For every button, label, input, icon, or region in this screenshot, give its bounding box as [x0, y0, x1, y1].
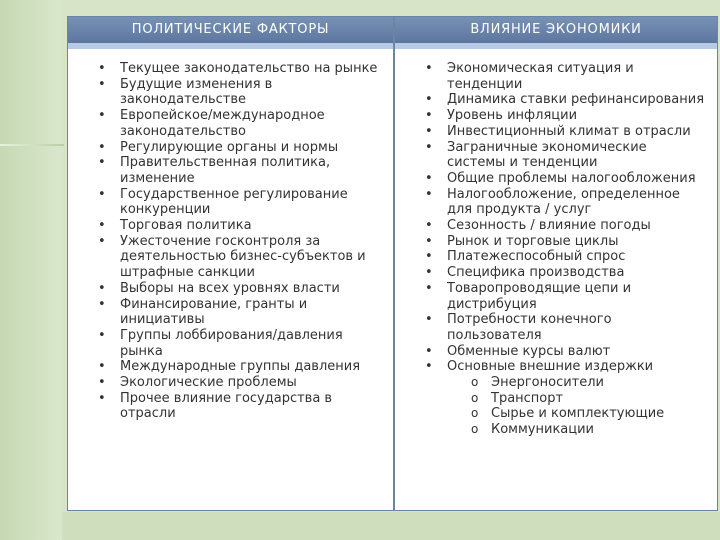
list-item: • Рынок и торговые циклы: [425, 234, 709, 250]
political-factors-column: [68, 17, 395, 510]
factors-table: [67, 16, 718, 511]
list-item: • Динамика ставки рефинансирования: [425, 92, 709, 108]
list-item: • Сезонность / влияние погоды: [425, 218, 709, 234]
external-costs-sublist: [447, 375, 709, 438]
list-item: • Инвестиционный климат в отрасли: [425, 124, 709, 140]
list-item: • Экономическая ситуация и тенденции: [425, 61, 709, 92]
list-item-label: Основные внешние издержки: [447, 359, 654, 375]
list-item: • Правительственная политика, изменение: [98, 155, 385, 186]
list-item: • Прочее влияние государства в отрасли: [98, 391, 385, 422]
list-item: • Торговая политика: [98, 218, 385, 234]
list-item: • Группы лоббирования/давления рынка: [98, 328, 385, 359]
economy-influence-header: ВЛИЯНИЕ ЭКОНОМИКИ: [395, 17, 717, 49]
list-item: • Выборы на всех уровнях власти: [98, 281, 385, 297]
list-item: • Европейское/международное законодательство: [98, 108, 385, 139]
list-item: • Текущее законодательство на рынке: [98, 61, 385, 77]
list-item: • Товаропроводящие цепи и дистрибуция: [425, 281, 709, 312]
sublist-item: o Транспорт: [471, 391, 709, 407]
list-item-external-costs: [425, 359, 709, 438]
list-item: • Будущие изменения в законодательстве: [98, 77, 385, 108]
political-factors-header: ПОЛИТИЧЕСКИЕ ФАКТОРЫ: [68, 17, 393, 49]
political-factors-list: [68, 49, 393, 422]
sublist-item: o Энергоносители: [471, 375, 709, 391]
list-item: • Экологические проблемы: [98, 375, 385, 391]
list-item: • Заграничные экономические системы и тенденции: [425, 140, 709, 171]
list-item: • Общие проблемы налогообложения: [425, 171, 709, 187]
list-item: • Платежеспособный спрос: [425, 249, 709, 265]
sublist-item: o Сырье и комплектующие: [471, 406, 709, 422]
list-item: • Регулирующие органы и нормы: [98, 140, 385, 156]
economy-influence-list: [395, 49, 717, 438]
list-item: • Уровень инфляции: [425, 108, 709, 124]
list-item: • Финансирование, гранты и инициативы: [98, 297, 385, 328]
list-item: • Государственное регулирование конкуренции: [98, 187, 385, 218]
footer-band: [62, 512, 720, 540]
sublist-item: o Коммуникации: [471, 422, 709, 438]
list-item: • Обменные курсы валют: [425, 344, 709, 360]
list-item: • Международные группы давления: [98, 359, 385, 375]
list-item: • Ужесточение госконтроля за деятельностью бизнес-субъектов и штрафные санкции: [98, 234, 385, 281]
accent-line: [0, 144, 64, 146]
economy-influence-column: [395, 17, 717, 510]
list-item: • Потребности конечного пользователя: [425, 312, 709, 343]
list-item: • Специфика производства: [425, 265, 709, 281]
left-decorative-strip: [0, 0, 62, 540]
list-item: • Налогообложение, определенное для продукта / услуг: [425, 187, 709, 218]
